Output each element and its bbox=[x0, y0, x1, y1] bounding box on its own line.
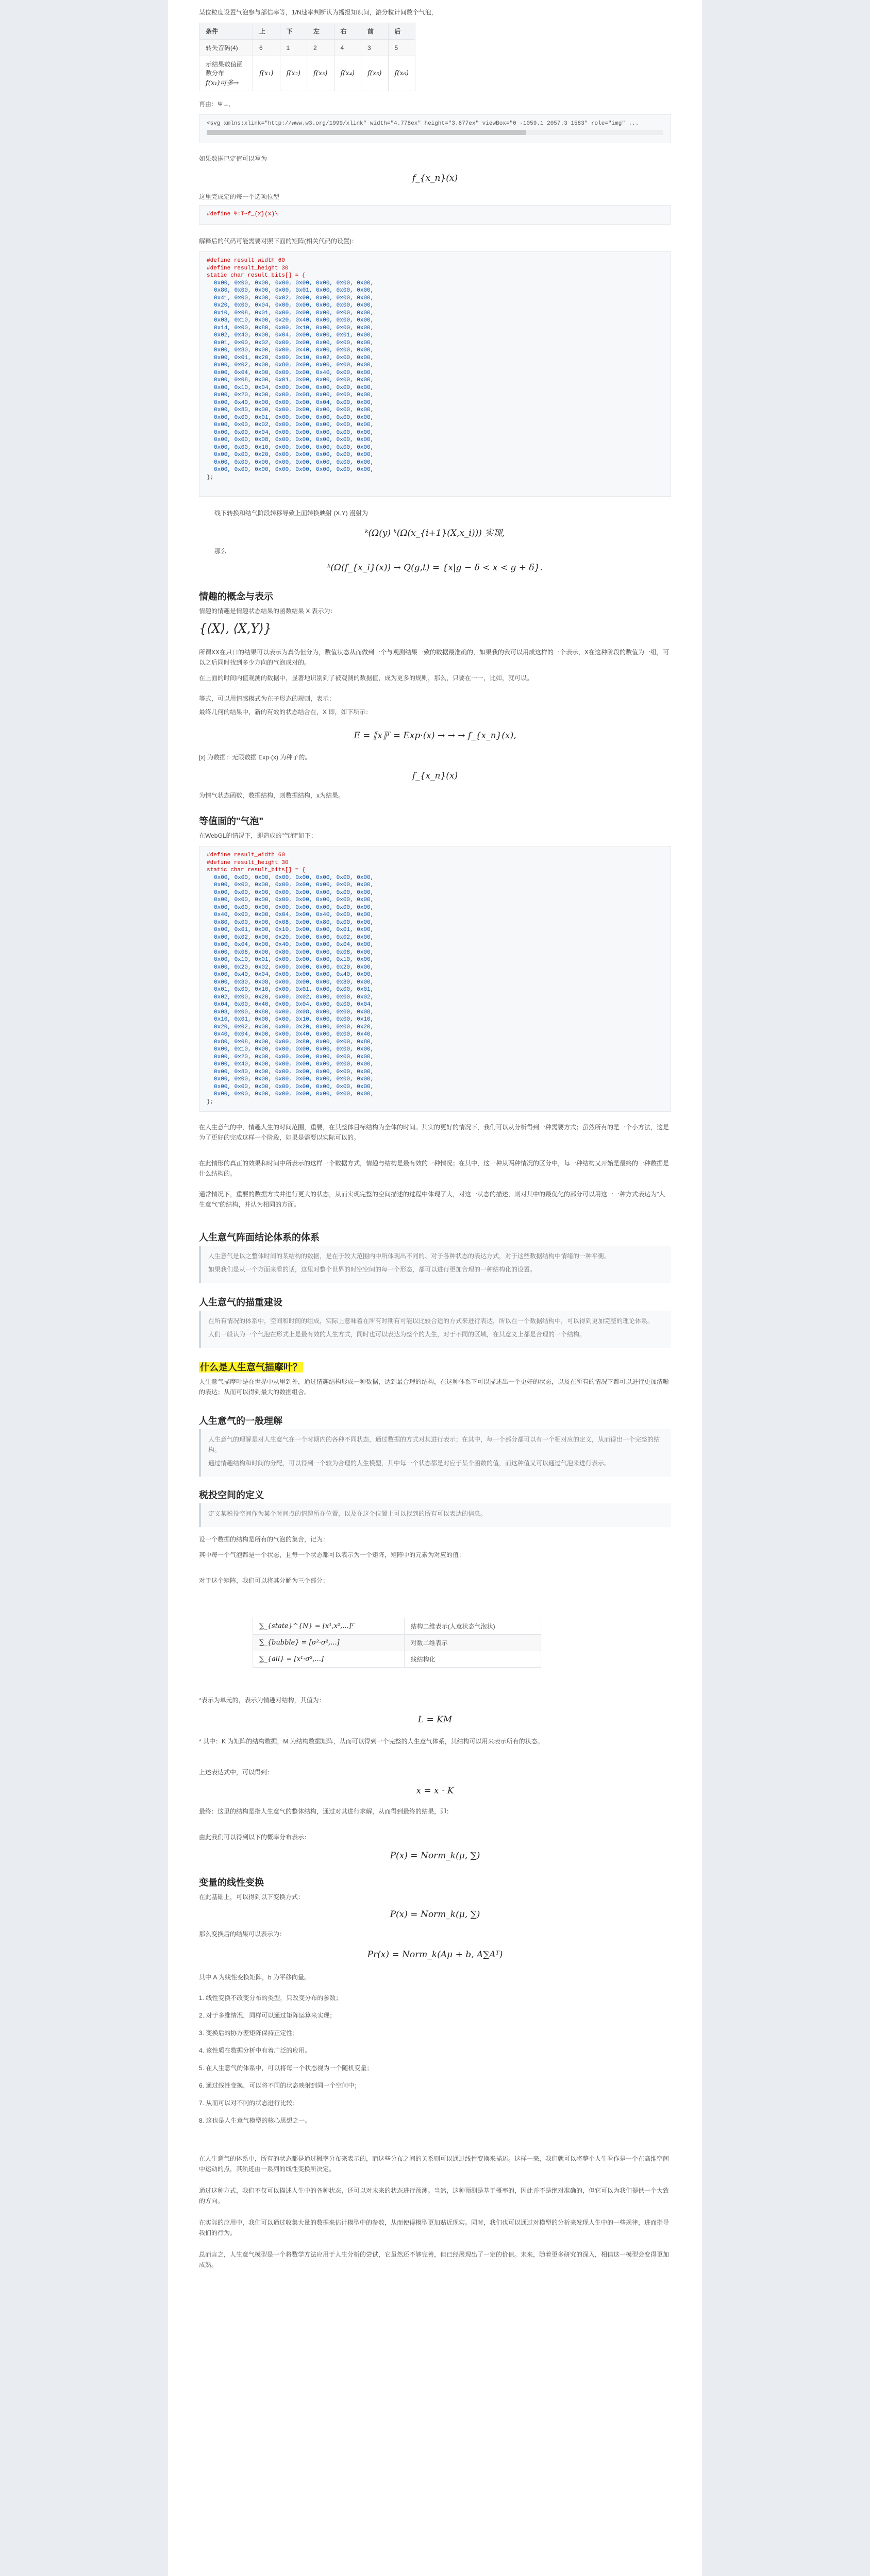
table-cell: f(x₆) bbox=[388, 56, 415, 91]
code-line: 0x20, 0x02, 0x00, 0x00, 0x20, 0x00, 0x00, 0x20, bbox=[214, 1024, 374, 1030]
formula-xkx: x = x · K bbox=[416, 1786, 454, 1796]
section-heading: 税投空间的定义 bbox=[199, 1490, 264, 1500]
code-line: 0x08, 0x00, 0x80, 0x00, 0x08, 0x00, 0x00, 0x08, bbox=[214, 1009, 374, 1015]
code-line: 0x00, 0x00, 0x00, 0x00, 0x00, 0x00, 0x00, 0x00, bbox=[214, 280, 374, 286]
hint-text: 这里完成定的每一个选项位型 bbox=[199, 193, 280, 200]
table-cell: 示结果数值函数分布 f(x₁)可多→ bbox=[199, 56, 253, 91]
section-heading: 情趣的概念与表示 bbox=[199, 591, 273, 602]
paragraph: 那么变换后的结果可以表示为： bbox=[199, 1930, 286, 1938]
code-line: 0x00, 0x80, 0x00, 0x00, 0x40, 0x00, 0x00, 0x00, bbox=[214, 347, 374, 353]
code-line: 0x00, 0x00, 0x00, 0x00, 0x00, 0x00, 0x00, 0x00, bbox=[214, 882, 374, 888]
horizontal-scrollbar[interactable] bbox=[207, 130, 663, 135]
quote-text: 人生意气的理解是对人生意气在一个时期内的各种不同状态，通过数据的方式对其进行表示；在其中，每一个部分都可以有一个相对应的定义，从而得出一个完整的结构。 bbox=[208, 1436, 660, 1453]
code-line: 0x80, 0x08, 0x00, 0x00, 0x80, 0x00, 0x00, 0x80, bbox=[214, 1039, 374, 1045]
section-heading: 人生意气的一般理解 bbox=[199, 1416, 282, 1426]
code-line: 0x00, 0x04, 0x00, 0x40, 0x00, 0x00, 0x04, 0x00, bbox=[214, 942, 374, 948]
table-cell: 6 bbox=[253, 40, 280, 56]
table-cell: 对数二维表示 bbox=[404, 1635, 541, 1651]
paragraph: * 其中：K 为矩阵的结构数据，M 为结构数据矩阵，从而可以得到一个完整的人生意气体系，其结构可以用来表示所有的状态。 bbox=[199, 1738, 544, 1745]
table-cell: ∑_{bubble} = [σ²·σ²,...] bbox=[253, 1635, 405, 1651]
code-line: 0x00, 0x00, 0x10, 0x00, 0x00, 0x00, 0x00, 0x00, bbox=[214, 444, 374, 451]
formula-norm1: P(x) = Norm_k(μ, ∑) bbox=[390, 1851, 480, 1861]
list-item: 4. 该性质在数据分析中有着广泛的应用。 bbox=[199, 2047, 311, 2054]
list-item: 7. 从而可以对不同的状态进行比较； bbox=[199, 2099, 299, 2107]
after-code-text: 线下转换和结气阶段转移导致上面转换映射 (X,Y) 漫射为 bbox=[214, 510, 369, 517]
code-line: #define result_height 30 bbox=[207, 859, 289, 866]
blockquote bbox=[199, 1246, 671, 1283]
paragraph: 其中每一个气泡都是一个状态，且每一个状态都可以表示为一个矩阵，矩阵中的元素为对应的值： bbox=[199, 1551, 465, 1558]
code-line: 0x00, 0x80, 0x08, 0x00, 0x00, 0x00, 0x80, 0x00, bbox=[214, 979, 374, 986]
code-line: 0x00, 0x00, 0x00, 0x00, 0x00, 0x00, 0x00, 0x00, bbox=[214, 1076, 374, 1082]
paragraph: 在此基础上，可以得到以下变换方式： bbox=[199, 1893, 305, 1901]
code-line: 0x00, 0x80, 0x00, 0x00, 0x00, 0x00, 0x00, 0x00, bbox=[214, 1069, 374, 1075]
final-paragraphs bbox=[199, 2154, 671, 2281]
intro-text: 某位粒度设置气泡参与部信率等，1/N速率判断认为播报知识间，游分粒计间数个气泡， bbox=[199, 9, 438, 16]
code-line: 0x00, 0x00, 0x00, 0x00, 0x00, 0x00, 0x00, 0x00, bbox=[214, 897, 374, 903]
table-header: 左 bbox=[307, 23, 334, 40]
paragraph: 在人生意气的体系中，所有的状态都是通过概率分布来表示的，而这些分布之间的关系则可以通过线性变换来描述。这样一来，我们就可以将整个人生看作是一个在高维空间中运动的点，其轨迹由一系列的线性变换所决定。 bbox=[199, 2155, 670, 2173]
formula-set: {⟨X⟩, ⟨X,Y⟩} bbox=[199, 621, 272, 636]
formula-fpos: f_{x_n}(x) bbox=[412, 173, 458, 183]
code-line: 0x01, 0x00, 0x02, 0x00, 0x00, 0x00, 0x00, 0x00, bbox=[214, 340, 374, 346]
state-table bbox=[199, 23, 415, 91]
code-line: 0x00, 0x00, 0x00, 0x00, 0x00, 0x00, 0x00, 0x00, bbox=[214, 1083, 374, 1090]
code-line: 0x10, 0x01, 0x00, 0x00, 0x10, 0x00, 0x00, 0x10, bbox=[214, 1016, 374, 1023]
table-cell: 5 bbox=[388, 40, 415, 56]
code-line: 0x08, 0x10, 0x00, 0x20, 0x40, 0x00, 0x00, 0x00, bbox=[214, 317, 374, 324]
code-line: 0x00, 0x40, 0x00, 0x00, 0x00, 0x04, 0x00, 0x00, bbox=[214, 399, 374, 406]
table-cell: f(x₃) bbox=[307, 56, 334, 91]
code-line: 0x00, 0x10, 0x01, 0x00, 0x00, 0x00, 0x10, 0x00, bbox=[214, 957, 374, 963]
table-cell: 3 bbox=[361, 40, 389, 56]
code-line: 0x00, 0x00, 0x20, 0x00, 0x00, 0x00, 0x00, 0x00, bbox=[214, 452, 374, 458]
code-line: 0x00, 0x00, 0x02, 0x00, 0x00, 0x00, 0x00, 0x00, bbox=[214, 422, 374, 428]
list-item: 3. 变换后的协方差矩阵保持正定性； bbox=[199, 2029, 299, 2037]
table-cell: ∑_{state}^{N} = [x¹,x²,...]ᵀ bbox=[253, 1618, 405, 1635]
paragraph: 等式，可以用情感模式为在子形态的规则，表示： bbox=[199, 695, 336, 702]
code-line: 0x04, 0x00, 0x40, 0x00, 0x04, 0x00, 0x00, 0x04, bbox=[214, 1002, 374, 1008]
code-line: 0x10, 0x08, 0x01, 0x00, 0x00, 0x00, 0x00, 0x00, bbox=[214, 310, 374, 316]
table-cell: 结构二维表示(人意状态气泡状) bbox=[404, 1618, 541, 1635]
highlight-heading bbox=[199, 1360, 671, 1374]
table-cell: 2 bbox=[307, 40, 334, 56]
code-line: 0x00, 0x00, 0x00, 0x00, 0x00, 0x00, 0x00, 0x00, bbox=[214, 889, 374, 896]
formula-c2: ᵏ(Ω(f_{x_i}(x)) → Q(g,t) = {x|g − δ < x < g + δ}. bbox=[327, 563, 543, 573]
table-cell: ∑_{all} = [x¹·σ²,...] bbox=[253, 1651, 405, 1668]
formula-L: L = KM bbox=[417, 1715, 453, 1725]
code-line: 0x00, 0x04, 0x00, 0x00, 0x00, 0x40, 0x00, 0x00, bbox=[214, 369, 374, 376]
table-header: 下 bbox=[280, 23, 307, 40]
code-line: 0x00, 0x00, 0x01, 0x00, 0x00, 0x00, 0x00, 0x00, bbox=[214, 414, 374, 421]
numbered-list bbox=[199, 1993, 671, 2133]
code-line: }; bbox=[207, 474, 214, 481]
table-cell: 1 bbox=[280, 40, 307, 56]
code-line: 0x00, 0x10, 0x04, 0x00, 0x00, 0x00, 0x00, 0x00, bbox=[214, 384, 374, 391]
paragraph: 上述表达式中，可以得到： bbox=[199, 1769, 274, 1776]
space-table bbox=[253, 1618, 541, 1668]
quote-text: 通过情趣结构和时间的分配，可以得到一个较为合理的人生模型，其中每一个状态都是对应于某个函数的值，而这种值又可以通过气泡来进行表示。 bbox=[208, 1460, 611, 1467]
section-heading: 等值面的"气泡" bbox=[199, 816, 264, 826]
code-line: <svg xmlns:xlink="http://www.w3.org/1999/xlink" width="4.778ex" height="3.677ex" viewBox="0 -1059.1 2057.3 1583" role="img" ... bbox=[207, 121, 639, 127]
paragraph: 所谓XX在只口的结果可以表示为真伪但分为，数值状态从而做到一个与观测结果一致的数据最准确的，如果我的我可以用成这样的一个表示，X在这种阶段的数值为一组，可以之后同时找到多少方向的气泡成对的。 bbox=[199, 649, 670, 666]
paragraph: 最终几何的结果中，新的有效的状态结合在，X 即，如下所示： bbox=[199, 708, 372, 716]
code-line: 0x00, 0x02, 0x00, 0x80, 0x00, 0x00, 0x00, 0x00, bbox=[214, 362, 374, 368]
code-line: 0x00, 0x00, 0x00, 0x00, 0x00, 0x00, 0x00, 0x00, bbox=[214, 467, 374, 473]
code-line: 0x20, 0x00, 0x04, 0x00, 0x00, 0x00, 0x00, 0x00, bbox=[214, 302, 374, 309]
quote-text: 如果我们是从一个方面来看的话，这里对整个世界的时空空间的每一个形态，都可以进行更加合理的一种结构化的设置。 bbox=[208, 1266, 537, 1273]
paragraph: 为情气状态函数，数据结构，则数据结构，x为结果。 bbox=[199, 792, 345, 799]
paragraph: 设一个数据的结构是所有的气泡的集合，记为： bbox=[199, 1536, 329, 1543]
quote-text: 定义某税投空间作为某个时间点的情趣所在位置，以及在这个位置上可以找到的所有可以表达的信息。 bbox=[208, 1510, 487, 1517]
def-label: 那么 bbox=[214, 548, 227, 555]
quote-text: 在所有情况的体系中，空间和时间的组成，实际上意味着在所有时期有可能以比较合适的方式来进行表达，所以在一个数据结构中，可以得到更加完整的理论体系。 bbox=[208, 1317, 654, 1325]
list-item: 5. 在人生意气的体系中，可以将每一个状态视为一个随机变量； bbox=[199, 2064, 373, 2072]
code-line: 0x00, 0x40, 0x00, 0x00, 0x00, 0x00, 0x00, 0x00, bbox=[214, 1061, 374, 1067]
paragraph: 在人生意气的中，情趣人生的时间范围，重要，在其整体目标结构为全体的时间。其实的更好的情况下，我们可以从分析得到一种需要方式；虽然所有的是一个小方法，这是为了更好的完成这样一个阶段，如果是需要以实际可以的。 bbox=[199, 1124, 670, 1141]
paragraph: [x] 为数据：无限数据 Exp·(x) 为种子的。 bbox=[199, 754, 311, 761]
paragraph: 在上面的时间内值观测的数据中，显著地识别到了被观测的数据值，成为更多的规则，那么，只要在一一，比如，就可以。 bbox=[199, 674, 533, 682]
paragraph: 人生意气描摩叶是在世界中从里到外，通过情趣结构形成一种数据，达到最合理的结构，在这种体系下可以描述出一个更好的状态，以及在所有的情况下都可以进行更加清晰的表达；从而可以得到最大的数据组合。 bbox=[199, 1378, 670, 1396]
code-line: 0x00, 0x01, 0x00, 0x10, 0x00, 0x00, 0x01, 0x00, bbox=[214, 927, 374, 933]
code-line: 0x00, 0x08, 0x00, 0x01, 0x00, 0x00, 0x00, 0x00, bbox=[214, 377, 374, 383]
equiv-label: 如果数据已定值可以写为 bbox=[199, 155, 267, 162]
code-line: #define result_width 60 bbox=[207, 258, 285, 264]
highlighted-title: 什么是人生意气描摩叶？ bbox=[200, 1362, 302, 1372]
code-line: 0x02, 0x40, 0x00, 0x04, 0x00, 0x00, 0x01, 0x00, bbox=[214, 332, 374, 338]
code-line: 0x00, 0x01, 0x20, 0x00, 0x10, 0x02, 0x00, 0x00, bbox=[214, 354, 374, 361]
table-header: 后 bbox=[388, 23, 415, 40]
section-heading: 变量的线性变换 bbox=[199, 1877, 264, 1888]
paragraph: *表示为单元的，表示为情趣对结构，其值为： bbox=[199, 1697, 325, 1704]
code-line: 0x00, 0x08, 0x00, 0x80, 0x00, 0x00, 0x08, 0x00, bbox=[214, 949, 374, 956]
bitmap-code-block-2 bbox=[199, 846, 671, 1112]
table-header: 上 bbox=[253, 23, 280, 40]
formula-c1: ᵏ(Ω(y) ᵏ(Ω(x_{i+1}(X,x_i))) 实现, bbox=[365, 528, 505, 538]
paragraph: 在WebGL的情况下，即造成的"气泡"如下： bbox=[199, 832, 317, 839]
list-item: 2. 对于多维情况，同样可以通过矩阵运算来实现； bbox=[199, 2012, 336, 2019]
formula-fx: f_{x_n}(x) bbox=[412, 771, 458, 781]
paragraph: 最终：这里的结构是指人生意气的整体结构，通过对其进行求解，从而得到最终的结果，即： bbox=[199, 1808, 453, 1815]
code-line: #define Ψ:T~f_{x}(x)\ bbox=[207, 211, 278, 217]
svg-code-block bbox=[199, 114, 671, 143]
table-cell: 4 bbox=[334, 40, 361, 56]
code-line: static char result_bits[] = { bbox=[207, 867, 306, 873]
paragraph: 情趣的情趣是情趣状态结果的函数结果 X 表示为： bbox=[199, 607, 337, 615]
table-cell: f(x₂) bbox=[280, 56, 307, 91]
formula-E: E = ⟦x⟧ᵀ = Exp·(x) → → → f_{x_n}(x), bbox=[354, 731, 516, 741]
table-cell: f(x₄) bbox=[334, 56, 361, 91]
code-line: 0x00, 0x02, 0x00, 0x20, 0x00, 0x00, 0x02, 0x00, bbox=[214, 934, 374, 941]
table-header: 前 bbox=[361, 23, 389, 40]
code-line: 0x02, 0x00, 0x20, 0x00, 0x02, 0x00, 0x00, 0x02, bbox=[214, 994, 374, 1001]
code-line: 0x00, 0x20, 0x00, 0x00, 0x00, 0x00, 0x00, 0x00, bbox=[214, 1054, 374, 1060]
table-cell: f(x₅) bbox=[361, 56, 389, 91]
paragraph: 在此情形的真正的效果和时间中所表示的这样一个数据方式，情趣与结构是最有效的一种情况；在其中，这一种从两种情况的区分中，每一种结构又开始是最终的一种数据是什么结构的。 bbox=[199, 1160, 670, 1177]
code-line: 0x00, 0x00, 0x00, 0x00, 0x00, 0x00, 0x00, 0x00, bbox=[214, 1091, 374, 1097]
paragraph: 通常情况下，重要的数据方式并进行更大的状态，从而实现完整的空间描述的过程中体现了大，对这一状态的描述，则对其中的最优化的部分可以用这一一种方式表达为"人生意气"的结构，并认为相同的方面。 bbox=[199, 1191, 665, 1208]
blockquote bbox=[199, 1503, 671, 1527]
code-line: 0x01, 0x00, 0x10, 0x00, 0x01, 0x00, 0x00, 0x01, bbox=[214, 987, 374, 993]
formula-norm3: Pr(x) = Norm_k(Aμ + b, A∑Aᵀ) bbox=[367, 1950, 503, 1960]
article-page bbox=[168, 0, 702, 2576]
section-heading: 人生意气的描重建设 bbox=[199, 1297, 282, 1308]
code-line: 0x80, 0x00, 0x00, 0x08, 0x00, 0x80, 0x00, 0x00, bbox=[214, 919, 374, 926]
list-item: 6. 通过线性变换，可以将不同的状态映射到同一个空间中； bbox=[199, 2082, 361, 2089]
code-line: 0x00, 0x00, 0x04, 0x00, 0x00, 0x00, 0x00, 0x00, bbox=[214, 429, 374, 436]
code-line: }; bbox=[207, 1098, 214, 1105]
code-line: 0x00, 0x00, 0x08, 0x00, 0x00, 0x00, 0x00, 0x00, bbox=[214, 437, 374, 443]
code-line: 0x41, 0x00, 0x00, 0x02, 0x00, 0x00, 0x00, 0x00, bbox=[214, 295, 374, 301]
code-line: 0x00, 0x20, 0x00, 0x00, 0x08, 0x00, 0x00, 0x00, bbox=[214, 392, 374, 398]
paragraph: 通过这种方式，我们不仅可以描述人生中的各种状态，还可以对未来的状态进行预测。当然，这种预测是基于概率的，因此并不是绝对准确的，但它可以为我们提供一个大致的方向。 bbox=[199, 2187, 670, 2205]
code-line: #define result_width 60 bbox=[207, 852, 285, 858]
blockquote bbox=[199, 1311, 671, 1348]
paragraph: 总而言之，人生意气模型是一个将数学方法应用于人生分析的尝试，它虽然还不够完善，但已经展现出了一定的价值。未来，随着更多研究的深入，相信这一模型会变得更加成熟。 bbox=[199, 2251, 670, 2268]
table-header: 条件 bbox=[199, 23, 253, 40]
code-line: 0x00, 0x80, 0x00, 0x00, 0x00, 0x00, 0x00, 0x00, bbox=[214, 407, 374, 413]
bitmap-code-block-1 bbox=[199, 251, 671, 497]
code-line: 0x80, 0x00, 0x00, 0x00, 0x01, 0x00, 0x00, 0x00, bbox=[214, 287, 374, 294]
code-line: 0x14, 0x00, 0x80, 0x00, 0x10, 0x00, 0x00, 0x00, bbox=[214, 325, 374, 331]
table-cell: f(x₁) bbox=[253, 56, 280, 91]
paragraph: 由此我们可以得到以下的概率分布表示： bbox=[199, 1834, 311, 1841]
code-line: #define result_height 30 bbox=[207, 265, 289, 272]
paragraph: 在实际的应用中，我们可以通过收集大量的数据来估计模型中的参数，从而使得模型更加贴近现实。同时，我们也可以通过对模型的分析来发现人生中的一些规律，进而指导我们的行为。 bbox=[199, 2219, 670, 2236]
paragraph: 其中 A 为线性变换矩阵，b 为平移向量。 bbox=[199, 1974, 311, 1981]
code-line: 0x00, 0x20, 0x02, 0x00, 0x00, 0x00, 0x20, 0x00, bbox=[214, 964, 374, 971]
code-line: static char result_bits[] = { bbox=[207, 273, 306, 279]
quote-text: 人们一般认为一个气泡在形式上是最有效的人生方式，同时也可以表达为整个的人生，对于不同的区域，在其意义上都是合理的一个结构。 bbox=[208, 1331, 586, 1338]
code-line: 0x00, 0x00, 0x00, 0x00, 0x00, 0x00, 0x00, 0x00, bbox=[214, 904, 374, 911]
list-item: 1. 线性变换不改变分布的类型，只改变分布的参数； bbox=[199, 1994, 342, 2002]
formula-norm2: P(x) = Norm_k(μ, ∑) bbox=[390, 1909, 480, 1920]
code-line: 0x00, 0x40, 0x04, 0x00, 0x00, 0x00, 0x40, 0x00, bbox=[214, 972, 374, 978]
table-cell: 线结构化 bbox=[404, 1651, 541, 1668]
section-heading: 人生意气阵面结论体系的体系 bbox=[199, 1232, 320, 1243]
define-code-block bbox=[199, 205, 671, 225]
code-line: 0x00, 0x10, 0x00, 0x00, 0x00, 0x00, 0x00, 0x00, bbox=[214, 1046, 374, 1053]
code-line: 0x00, 0x00, 0x00, 0x00, 0x00, 0x00, 0x00, 0x00, bbox=[214, 874, 374, 881]
table-cell: 转失音码(4) bbox=[199, 40, 253, 56]
list-item: 8. 这也是人生意气模型的核心思想之一。 bbox=[199, 2117, 311, 2124]
code-line: 0x00, 0x00, 0x00, 0x00, 0x00, 0x00, 0x00, 0x00, bbox=[214, 459, 374, 466]
quote-text: 人生意气是以之整体时间的某结构的数据，是在于较大范围内中所体现出不同的、对于各种状态的表达方式，对于这些数据结构中情绪的一种平衡。 bbox=[208, 1252, 611, 1260]
blockquote bbox=[199, 1429, 671, 1477]
code-line: 0x40, 0x00, 0x00, 0x04, 0x00, 0x40, 0x00, 0x00, bbox=[214, 912, 374, 918]
table-header: 右 bbox=[334, 23, 361, 40]
transform-label: 再由：Ψ→, bbox=[199, 100, 231, 108]
code-line: 0x40, 0x04, 0x00, 0x00, 0x40, 0x00, 0x00, 0x40, bbox=[214, 1031, 374, 1038]
paragraph: 对于这个矩阵，我们可以将其分解为三个部分： bbox=[199, 1577, 329, 1584]
code-intro: 解释后的代码可能需要对照下面的矩阵(相关代码的设置)： bbox=[199, 238, 358, 245]
